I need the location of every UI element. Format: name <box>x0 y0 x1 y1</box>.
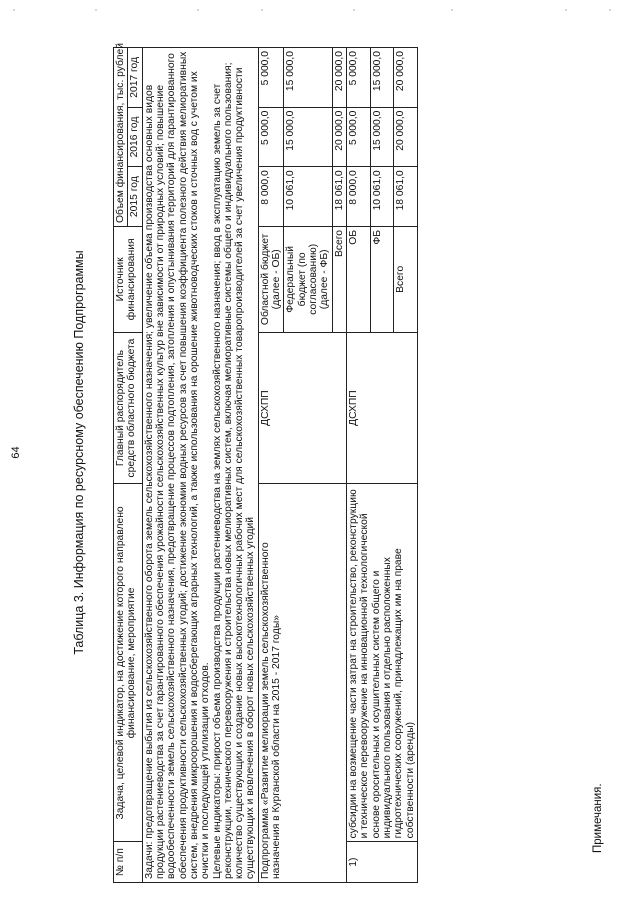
header-row <box>114 48 128 883</box>
header-2015: 2015 год <box>128 167 142 227</box>
source-cell: Областной бюджет (далее - ОБ) <box>258 226 284 332</box>
header-num: № п/п <box>114 842 143 883</box>
header-2016: 2016 год <box>128 107 142 167</box>
source-cell: Федеральный бюджет (по согласованию) (далее - ФБ) <box>284 226 332 332</box>
value-2016: 5 000,0 <box>258 107 284 167</box>
page-number: 64 <box>10 446 22 459</box>
subprogram-name: Подпрограмма «Развитие мелиорации земель сельскохозяйственного назначения в Курганской области на 2015 - 2017 годы» <box>258 484 346 883</box>
tasks-row <box>142 48 258 883</box>
value-2017: 15 000,0 <box>370 48 394 108</box>
source-cell: ФБ <box>370 226 394 332</box>
header-volume: Объем финансирования, тыс. рублей <box>114 48 128 227</box>
value-2016: 5 000,0 <box>346 107 370 167</box>
value-2015: 18 061,0 <box>332 167 346 227</box>
value-2016: 20 000,0 <box>394 107 418 167</box>
value-2017: 20 000,0 <box>394 48 418 108</box>
subprogram-manager: ДСХПП <box>258 332 346 484</box>
resource-table <box>113 43 418 883</box>
subprogram-row <box>258 48 284 883</box>
measure-num: 1) <box>346 842 417 883</box>
measure-row <box>346 48 370 883</box>
table-title: Таблица 3. Информация по ресурсному обеспечению Подпрограммы <box>72 250 86 655</box>
indicators-text: Целевые индикаторы: прирост объема производства продукции растениеводства на землях сельскохозяйственного назначения; ввод в эксплуатацию земель за счет реконструкции, технического перевооружения и строительства новых мелиоративных систем, включая мелиоративные системы общего и индивидуального пользования; количество существующих и создание новых высокотехнологичных рабочих мест для сельскохозяйственных товаропроизводителей за счет увеличения продуктивности существующих и вовлечения в оборот новых сельскохозяйственных угодий <box>211 62 257 879</box>
value-2017: 20 000,0 <box>332 48 346 108</box>
source-cell: Всего <box>332 226 346 332</box>
value-2015: 10 061,0 <box>370 167 394 227</box>
source-cell: ОБ <box>346 226 370 332</box>
value-2017: 5 000,0 <box>346 48 370 108</box>
value-2015: 8 000,0 <box>258 167 284 227</box>
value-2017: 15 000,0 <box>284 48 332 108</box>
measure-manager: ДСХПП <box>346 332 417 484</box>
value-2017: 5 000,0 <box>258 48 284 108</box>
value-2015: 8 000,0 <box>346 167 370 227</box>
notes-label: Примечания. <box>592 783 604 853</box>
value-2016: 15 000,0 <box>284 107 332 167</box>
value-2015: 18 061,0 <box>394 167 418 227</box>
header-source: Источник финансирования <box>114 226 143 332</box>
header-manager: Главный распорядитель средств областного бюджета <box>114 332 143 484</box>
header-task: Задача, целевой индикатор, на достижение которого направлено финансирование, мероприятие <box>114 484 143 842</box>
source-cell: Всего <box>394 226 418 332</box>
header-2017: 2017 год <box>128 48 142 108</box>
value-2015: 10 061,0 <box>284 167 332 227</box>
measure-name: субсидии на возмещение части затрат на строительство, реконструкцию и техническое перевооружение на инновационной технологической основе оросительных и осушительных систем общего и индивидуального пользования и отдельно расположенных гидротехнических сооружений, принадлежащих им на праве собственности (аренды) <box>346 484 417 842</box>
value-2016: 20 000,0 <box>332 107 346 167</box>
value-2016: 15 000,0 <box>370 107 394 167</box>
tasks-text: Задачи: предотвращение выбытия из сельскохозяйственного оборота земель сельскохозяйственного назначения; увеличение объема производства основных видов продукции растениеводства за счет гарантированного обеспечения урожайности сельскохозяйственных культур вне зависимости от природных условий; повышение водообеспеченности земель сельскохозяйственного назначения, предотвращение процессов подтопления, затопления и опустынивания территорий для гарантированного обеспечения продуктивности сельскохозяйственных угодий; достижение экономии водных ресурсов за счет повышения коэффициента полезного действия мелиоративных систем, внедрения микроорошения и водосберегающих аграрных технологий, а также использования на орошение животноводческих стоков и сточных вод с учетом их очистки и последующей утилизации отходов. <box>143 51 212 879</box>
